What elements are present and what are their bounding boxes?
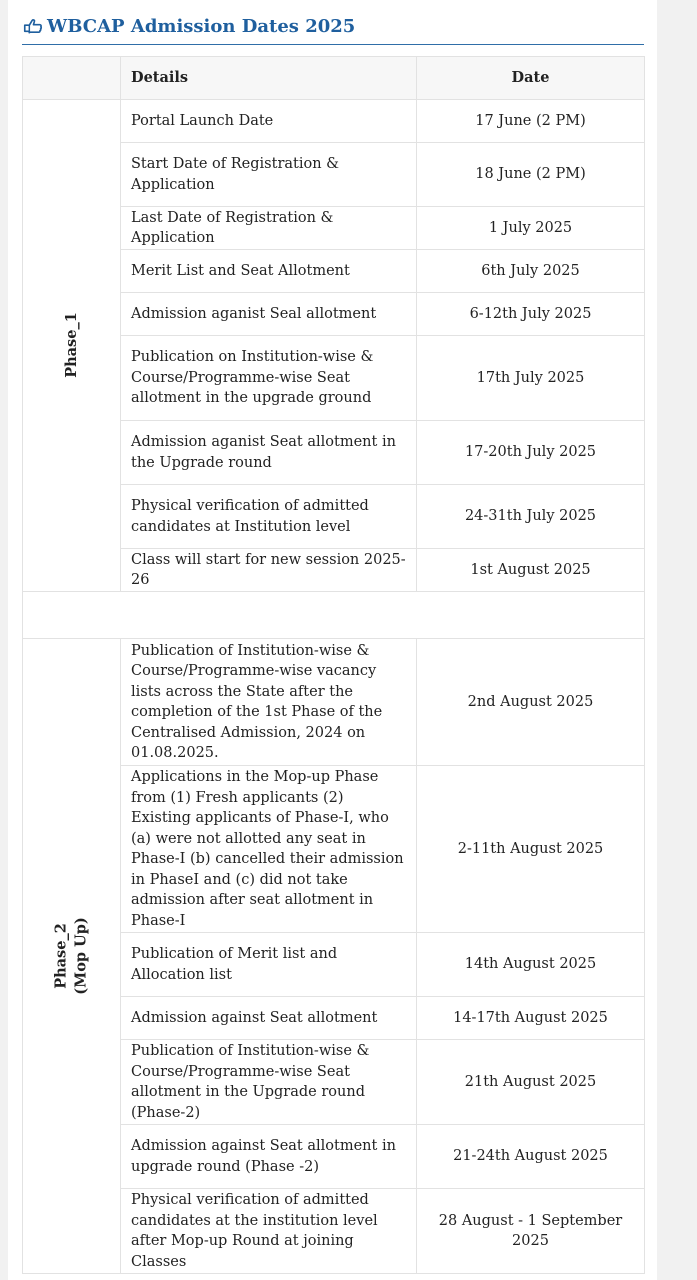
phase-separator-row bbox=[23, 592, 645, 639]
row-date: 14th August 2025 bbox=[417, 933, 645, 997]
row-details: Admission against Seat allotment bbox=[121, 997, 417, 1040]
article-content bbox=[14, 0, 654, 1280]
row-details: Physical verification of admitted candidates at Institution level bbox=[121, 485, 417, 549]
admission-dates-table bbox=[22, 56, 645, 1274]
row-date: 17-20th July 2025 bbox=[417, 421, 645, 485]
row-date: 2nd August 2025 bbox=[417, 639, 645, 766]
phase-2-label-line2: (Mop Up) bbox=[72, 917, 90, 995]
page-title: WBCAP Admission Dates 2025 bbox=[47, 16, 356, 37]
row-details: Admission against Seat allotment in upgrade round (Phase -2) bbox=[121, 1125, 417, 1189]
row-date: 28 August - 1 September 2025 bbox=[417, 1189, 645, 1274]
row-date: 18 June (2 PM) bbox=[417, 143, 645, 207]
table-row bbox=[23, 100, 645, 143]
row-date: 1st August 2025 bbox=[417, 549, 645, 592]
phase-2-label-line1: Phase_2 bbox=[52, 922, 70, 989]
row-details: Applications in the Mop-up Phase from (1) Fresh applicants (2) Existing applicants of Phase-I, who (a) were not allotted any seat in Phase-I (b) cancelled their admission in PhaseI and (c) did not take admission after seat allotment in Phase-I bbox=[121, 766, 417, 933]
section-heading bbox=[22, 14, 644, 45]
row-date: 21-24th August 2025 bbox=[417, 1125, 645, 1189]
header-phase-cell bbox=[23, 57, 121, 100]
phase-1-label-cell bbox=[23, 100, 121, 592]
row-date: 17th July 2025 bbox=[417, 336, 645, 421]
row-date: 17 June (2 PM) bbox=[417, 100, 645, 143]
row-details: Last Date of Registration & Application bbox=[121, 207, 417, 250]
phase-1-label: Phase_1 bbox=[62, 312, 80, 379]
header-details: Details bbox=[121, 57, 417, 100]
row-details: Merit List and Seat Allotment bbox=[121, 250, 417, 293]
row-details: Publication of Institution-wise & Course/Programme-wise vacancy lists across the State after the completion of the 1st Phase of the Centralised Admission, 2024 on 01.08.2025. bbox=[121, 639, 417, 766]
row-details: Physical verification of admitted candidates at the institution level after Mop-up Round at joining Classes bbox=[121, 1189, 417, 1274]
row-date: 2-11th August 2025 bbox=[417, 766, 645, 933]
row-details: Publication of Institution-wise & Course/Programme-wise Seat allotment in the Upgrade round (Phase-2) bbox=[121, 1040, 417, 1125]
header-date: Date bbox=[417, 57, 645, 100]
row-details: Publication on Institution-wise & Course/Programme-wise Seat allotment in the upgrade ground bbox=[121, 336, 417, 421]
row-date: 6th July 2025 bbox=[417, 250, 645, 293]
phase-separator-cell bbox=[23, 592, 645, 639]
page-margin-left bbox=[0, 0, 8, 1280]
row-details: Admission aganist Seal allotment bbox=[121, 293, 417, 336]
row-date: 1 July 2025 bbox=[417, 207, 645, 250]
phase-2-label-cell bbox=[23, 639, 121, 1274]
row-details: Portal Launch Date bbox=[121, 100, 417, 143]
table-header-row bbox=[23, 57, 645, 100]
pointing-hand-icon bbox=[22, 16, 44, 38]
table-row bbox=[23, 639, 645, 766]
page-margin-right bbox=[657, 0, 697, 1280]
row-date: 6-12th July 2025 bbox=[417, 293, 645, 336]
row-details: Publication of Merit list and Allocation list bbox=[121, 933, 417, 997]
phase-2-label bbox=[51, 917, 91, 994]
row-details: Class will start for new session 2025-26 bbox=[121, 549, 417, 592]
row-details: Admission aganist Seat allotment in the Upgrade round bbox=[121, 421, 417, 485]
row-date: 14-17th August 2025 bbox=[417, 997, 645, 1040]
row-details: Start Date of Registration & Application bbox=[121, 143, 417, 207]
row-date: 21th August 2025 bbox=[417, 1040, 645, 1125]
row-date: 24-31th July 2025 bbox=[417, 485, 645, 549]
